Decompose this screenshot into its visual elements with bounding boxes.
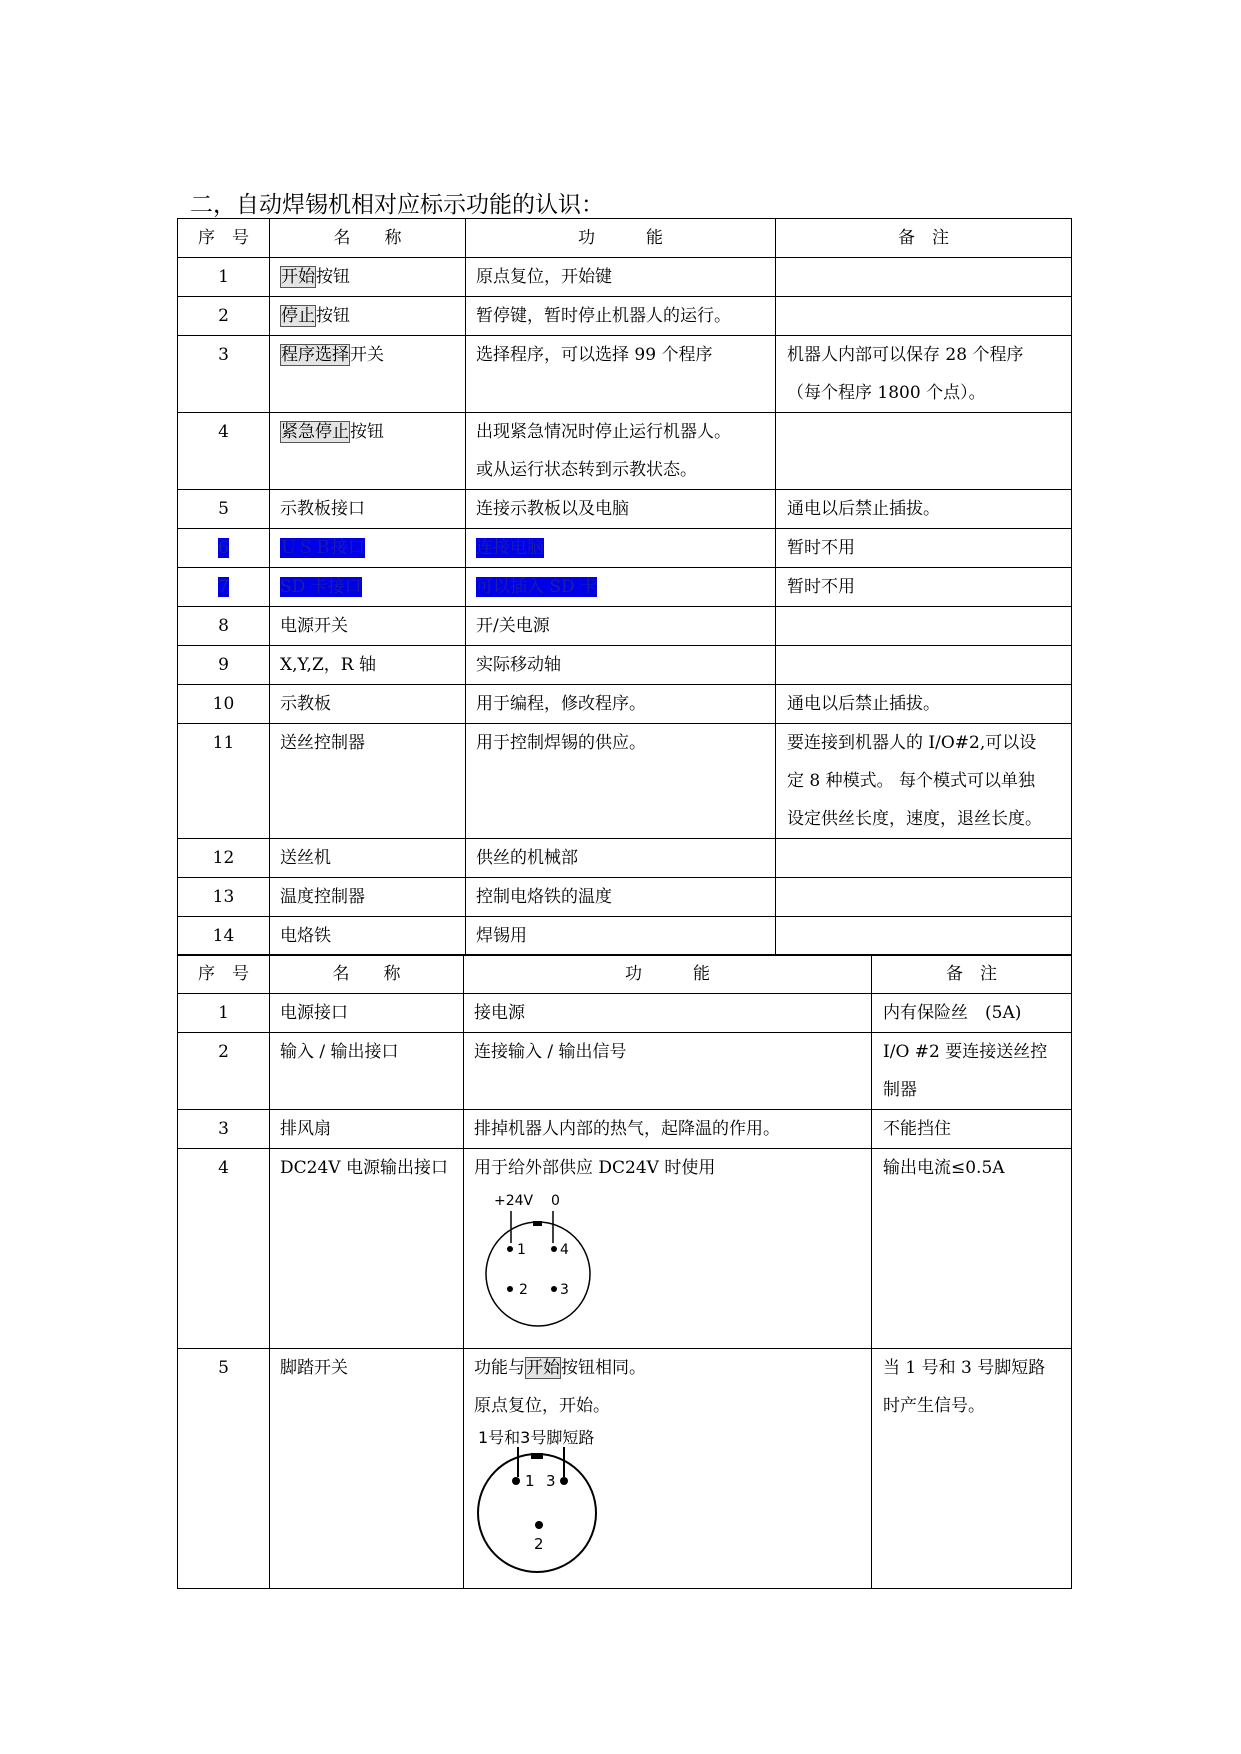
row-number (178, 878, 270, 917)
item-note (776, 413, 1072, 490)
item-name-suffix: 按钮 (316, 267, 350, 287)
item-function (466, 258, 776, 297)
row-number: 4 (178, 1149, 270, 1349)
pin-label: 1 (525, 1472, 535, 1490)
header-cell: 序 号 (178, 219, 270, 258)
row-number-text: 14 (212, 926, 235, 946)
table-row (178, 336, 1072, 413)
note-line: 通电以后禁止插拔。 (787, 694, 940, 714)
item-name-text: 电源开关 (280, 616, 348, 636)
item-note (872, 1033, 1072, 1110)
note-line: 暂时不用 (787, 577, 855, 597)
connector-key (533, 1221, 542, 1226)
header-cell: 功 能 (464, 955, 872, 994)
row-number-text: 1 (218, 267, 229, 287)
function-line: 可以插入 SD 卡 (476, 577, 598, 597)
item-note (776, 646, 1072, 685)
pin-label: 3 (560, 1282, 569, 1298)
table-row (178, 917, 1072, 956)
header-cell: 备 注 (872, 955, 1072, 994)
item-name: 电源接口 (270, 994, 464, 1033)
table-row (178, 1110, 1072, 1149)
item-name-text: 示教板接口 (280, 499, 365, 519)
row-number (178, 685, 270, 724)
item-name-text: X,Y,Z，R 轴 (280, 655, 376, 675)
table-row (178, 646, 1072, 685)
item-note (776, 917, 1072, 956)
function-line: 实际移动轴 (476, 655, 561, 675)
row-number (178, 297, 270, 336)
row-number-text: 12 (212, 848, 235, 868)
pin-label: 2 (519, 1282, 528, 1298)
item-name (270, 878, 466, 917)
function-line: 出现紧急情况时停止运行机器人。 (476, 422, 731, 442)
pin-dot (512, 1477, 520, 1485)
note-line: 输出电流≤0.5A (883, 1158, 1005, 1178)
row-number (178, 839, 270, 878)
table-row (178, 1349, 1072, 1589)
item-function (466, 917, 776, 956)
item-function (466, 685, 776, 724)
function-line: 原点复位，开始键 (476, 267, 612, 287)
function-line: 焊锡用 (476, 926, 527, 946)
button-label-box: 停止 (281, 306, 315, 326)
table-row (178, 1149, 1072, 1349)
item-function (466, 878, 776, 917)
pin-dot (560, 1477, 568, 1485)
row-number-text: 2 (218, 306, 229, 326)
row-number (178, 607, 270, 646)
table-row (178, 1033, 1072, 1110)
note-line: （每个程序 1800 个点）。 (787, 383, 986, 403)
section-title: 二，自动焊锡机相对应标示功能的认识： (190, 192, 604, 218)
item-note (776, 297, 1072, 336)
function-prefix: 功能与 (474, 1358, 525, 1378)
pin-dot (507, 1246, 513, 1252)
row-number (178, 917, 270, 956)
row-number-text: 4 (218, 422, 229, 442)
item-note (776, 336, 1072, 413)
item-function (464, 1149, 872, 1349)
item-note (776, 878, 1072, 917)
diagram-caption: 1号和3号脚短路 (478, 1428, 595, 1447)
item-name (270, 297, 466, 336)
item-function (466, 413, 776, 490)
item-note (776, 724, 1072, 839)
note-line: 定 8 种模式。 每个模式可以单独 (787, 771, 1036, 791)
item-name (270, 529, 466, 568)
table-row (178, 297, 1072, 336)
table-row (178, 607, 1072, 646)
button-label-box: 程序选择 (281, 345, 349, 365)
pin-label: 0 (551, 1193, 560, 1209)
item-name-suffix: 按钮 (316, 306, 350, 326)
row-number-text: 7 (218, 577, 229, 597)
pin-dot (551, 1246, 557, 1252)
item-name-suffix: 开关 (350, 345, 384, 365)
item-name-text: 送丝机 (280, 848, 331, 868)
item-name (270, 413, 466, 490)
table-header (178, 219, 1072, 258)
row-number (178, 258, 270, 297)
item-function (466, 336, 776, 413)
function-line: 用于给外部供应 DC24V 时使用 (474, 1158, 716, 1178)
item-note (872, 1149, 1072, 1349)
row-number: 5 (178, 1349, 270, 1589)
item-name: 脚踏开关 (270, 1349, 464, 1589)
row-number: 1 (178, 994, 270, 1033)
function-line: 用于控制焊锡的供应。 (476, 733, 646, 753)
table-row (178, 839, 1072, 878)
item-note (872, 1349, 1072, 1589)
function-line: 或从运行状态转到示教状态。 (476, 460, 697, 480)
table-row (178, 724, 1072, 839)
row-number-text: 8 (218, 616, 229, 636)
function-suffix: 按钮相同。 (561, 1358, 646, 1378)
item-name-text: 送丝控制器 (280, 733, 365, 753)
table-row (178, 994, 1072, 1033)
foot-switch-pin-diagram (474, 1425, 634, 1575)
item-function (466, 646, 776, 685)
item-note (776, 490, 1072, 529)
function-line: 接电源 (474, 1003, 525, 1023)
function-line: 暂停键，暂时停止机器人的运行。 (476, 306, 731, 326)
header-cell: 名 称 (270, 955, 464, 994)
connector-key (531, 1453, 543, 1459)
function-table-1 (177, 218, 1072, 956)
row-number (178, 336, 270, 413)
note-line: 不能挡住 (883, 1119, 951, 1139)
table-row (178, 258, 1072, 297)
item-function (464, 1349, 872, 1589)
row-number-text: 10 (212, 694, 235, 714)
item-note (776, 685, 1072, 724)
pin-label: +24V (494, 1193, 534, 1209)
item-name (270, 336, 466, 413)
note-line: 暂时不用 (787, 538, 855, 558)
item-name-suffix: 按钮 (350, 422, 384, 442)
item-function (464, 994, 872, 1033)
function-line: 连接输入 / 输出信号 (474, 1042, 627, 1062)
function-line: 连接电脑 (476, 538, 544, 558)
item-function (466, 607, 776, 646)
function-line: 原点复位，开始。 (474, 1396, 610, 1416)
item-function (466, 568, 776, 607)
note-line: I/O #2 要连接送丝控 (883, 1042, 1048, 1062)
item-name (270, 568, 466, 607)
button-label-box: 开始 (281, 267, 315, 287)
row-number-text: 3 (218, 345, 229, 365)
item-name (270, 724, 466, 839)
row-number-text: 11 (212, 733, 235, 753)
item-name-text: SD 卡接口 (280, 577, 362, 597)
row-number (178, 568, 270, 607)
row-number (178, 490, 270, 529)
function-line: 连接示教板以及电脑 (476, 499, 629, 519)
function-line: 供丝的机械部 (476, 848, 578, 868)
item-name: 输入 / 输出接口 (270, 1033, 464, 1110)
item-name-text: 温度控制器 (280, 887, 365, 907)
note-line: 设定供丝长度，速度，退丝长度。 (787, 809, 1042, 829)
pin-dot (551, 1286, 557, 1292)
item-note (776, 258, 1072, 297)
button-label-box: 开始 (526, 1358, 560, 1378)
pin-label: 4 (560, 1242, 569, 1258)
pin-label: 2 (534, 1535, 544, 1553)
note-line: 通电以后禁止插拔。 (787, 499, 940, 519)
note-line: 当 1 号和 3 号脚短路 (883, 1358, 1046, 1378)
pin-label: 3 (546, 1472, 556, 1490)
item-note (776, 529, 1072, 568)
item-note (776, 607, 1072, 646)
table-row (178, 685, 1072, 724)
row-number-text: 6 (218, 538, 229, 558)
function-line: 选择程序，可以选择 99 个程序 (476, 345, 713, 365)
header-cell: 备 注 (776, 219, 1072, 258)
row-number (178, 529, 270, 568)
table-row (178, 529, 1072, 568)
row-number (178, 413, 270, 490)
item-function (466, 839, 776, 878)
item-name (270, 839, 466, 878)
header-cell: 序 号 (178, 955, 270, 994)
row-number-text: 9 (218, 655, 229, 675)
function-table-2 (177, 954, 1072, 1589)
button-label-box: 紧急停止 (281, 422, 349, 442)
table-header (178, 955, 1072, 994)
pin-label: 1 (517, 1242, 526, 1258)
function-line: 用于编程，修改程序。 (476, 694, 646, 714)
item-name-text: 示教板 (280, 694, 331, 714)
header-cell: 功 能 (466, 219, 776, 258)
dc24v-pin-diagram (474, 1187, 604, 1327)
row-number-text: 13 (212, 887, 235, 907)
note-line: 时产生信号。 (883, 1396, 985, 1416)
function-line: 开/关电源 (476, 616, 550, 636)
item-function (464, 1033, 872, 1110)
item-function (464, 1110, 872, 1149)
item-function (466, 490, 776, 529)
item-function (466, 724, 776, 839)
item-name: 排风扇 (270, 1110, 464, 1149)
item-name (270, 646, 466, 685)
item-function (466, 529, 776, 568)
item-name (270, 490, 466, 529)
row-number (178, 646, 270, 685)
item-name-text: ＵＳＢ接口 (280, 538, 365, 558)
table-row (178, 568, 1072, 607)
note-line: 机器人内部可以保存 28 个程序 (787, 345, 1024, 365)
connector-outline (478, 1454, 596, 1572)
item-note (776, 568, 1072, 607)
function-line: 控制电烙铁的温度 (476, 887, 612, 907)
item-name-text: 电烙铁 (280, 926, 331, 946)
header-cell: 名 称 (270, 219, 466, 258)
item-function (466, 297, 776, 336)
note-line: 内有保险丝 (5A) (883, 1003, 1022, 1023)
pin-dot (535, 1521, 543, 1529)
item-name (270, 258, 466, 297)
table-row (178, 490, 1072, 529)
connector-outline (486, 1222, 590, 1326)
table-row (178, 878, 1072, 917)
item-note (872, 994, 1072, 1033)
item-note (776, 839, 1072, 878)
row-number-text: 5 (218, 499, 229, 519)
pin-dot (507, 1286, 513, 1292)
item-name (270, 917, 466, 956)
note-line: 要连接到机器人的 I/O#2,可以设 (787, 733, 1037, 753)
item-note (872, 1110, 1072, 1149)
item-name (270, 685, 466, 724)
function-line: 排掉机器人内部的热气，起降温的作用。 (474, 1119, 780, 1139)
row-number: 3 (178, 1110, 270, 1149)
note-line: 制器 (883, 1080, 917, 1100)
row-number (178, 724, 270, 839)
item-name (270, 607, 466, 646)
table-row (178, 413, 1072, 490)
item-name: DC24V 电源输出接口 (270, 1149, 464, 1349)
row-number: 2 (178, 1033, 270, 1110)
